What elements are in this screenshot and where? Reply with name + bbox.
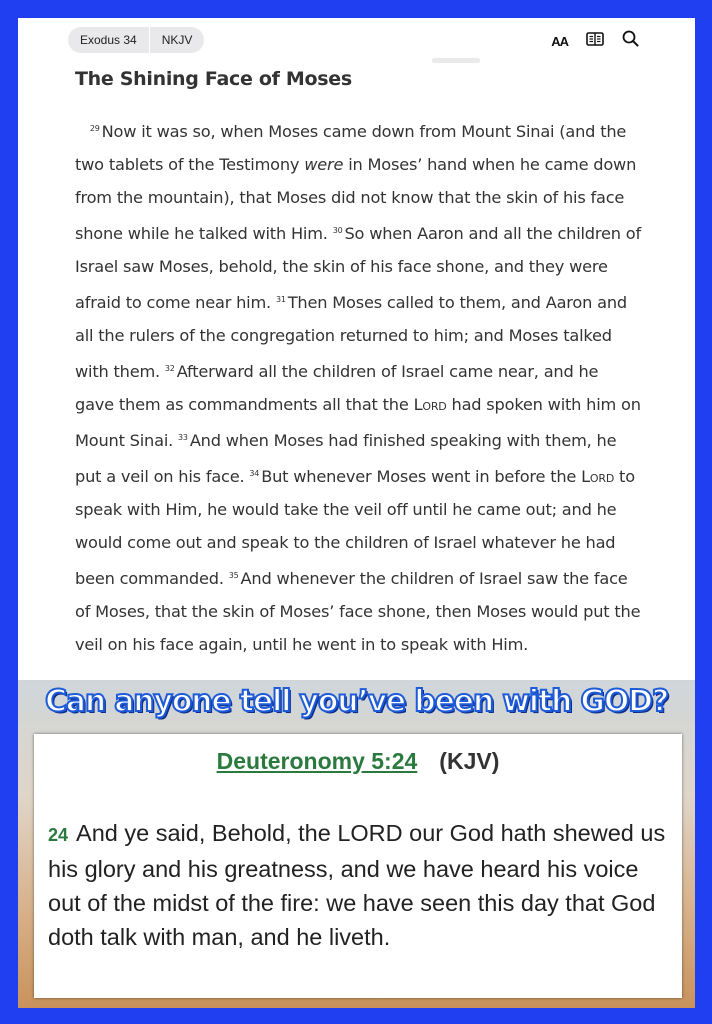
text-size-icon[interactable]: AA <box>551 33 568 49</box>
verse-number: 24 <box>48 825 69 845</box>
reference-link[interactable]: Deuteronomy 5:24 <box>216 748 418 774</box>
verse: $^{35}$ And whenever the children of Israel saw the face of Moses, that the skin of Moses’ face shone, then Moses would put the veil on his face again, until he went in to speak with Him. <box>75 569 641 654</box>
verse-card <box>34 734 682 998</box>
verse-number: 30 <box>332 226 343 235</box>
verse-number: 29 <box>89 124 100 133</box>
search-icon[interactable] <box>622 30 639 52</box>
verse: $^{29}$ Now it was so, when Moses came down from Mount Sinai (and the two tablets of the Testimony were in Moses’ hand when he came down from the mountain), that Moses did not know that the skin of his face shone while he talked with Him. <box>75 122 637 243</box>
tagline: Can anyone tell you’ve been with GOD? <box>44 684 669 719</box>
card-header <box>34 748 682 775</box>
verse-number: 33 <box>178 433 188 442</box>
card-verse <box>48 816 676 954</box>
passage-selector[interactable] <box>68 27 204 53</box>
verse: $^{33}$ And when Moses had finished speaking with them, he put a veil on his face. <box>75 431 617 486</box>
version-button[interactable]: NKJV <box>161 33 193 47</box>
version-label: (KJV) <box>439 748 500 774</box>
scripture-passage <box>75 112 641 661</box>
toolbar-actions <box>551 30 639 52</box>
verse: $^{32}$ Afterward all the children of Israel came near, and he gave them as commandments all that the Lord had spoken with him on Mount Sinai. <box>75 362 641 450</box>
verse: $^{30}$ So when Aaron and all the children of Israel saw Moses, behold, the skin of his face shone, and they were afraid to come near him. <box>75 224 641 312</box>
verse: $^{34}$ But whenever Moses went in before the Lord to speak with Him, he would take the veil off until he came out; and he would come out and speak to the children of Israel whatever he had been commanded. <box>75 467 635 588</box>
reader-toolbar <box>18 18 695 64</box>
verse-number: 34 <box>249 469 260 478</box>
verse-number: 32 <box>164 364 175 373</box>
book-layout-icon[interactable] <box>586 32 604 51</box>
screenshot-frame <box>18 18 695 1008</box>
verse-number: 31 <box>275 295 286 304</box>
section-heading: The Shining Face of Moses <box>75 68 352 90</box>
verse-text: And ye said, Behold, the LORD our God hath shewed us his glory and his greatness, and we have heard his voice out of the midst of the fire: we have seen this day that God doth talk with man, and he liveth. <box>48 820 666 950</box>
pull-handle[interactable] <box>432 58 480 63</box>
meme-overlay <box>18 680 695 1008</box>
verse-number: 35 <box>228 571 239 580</box>
book-chapter-button[interactable]: Exodus 34 <box>80 33 137 47</box>
verse: $^{31}$ Then Moses called to them, and Aaron and all the rulers of the congregation returned to him; and Moses talked with them. <box>75 293 627 381</box>
